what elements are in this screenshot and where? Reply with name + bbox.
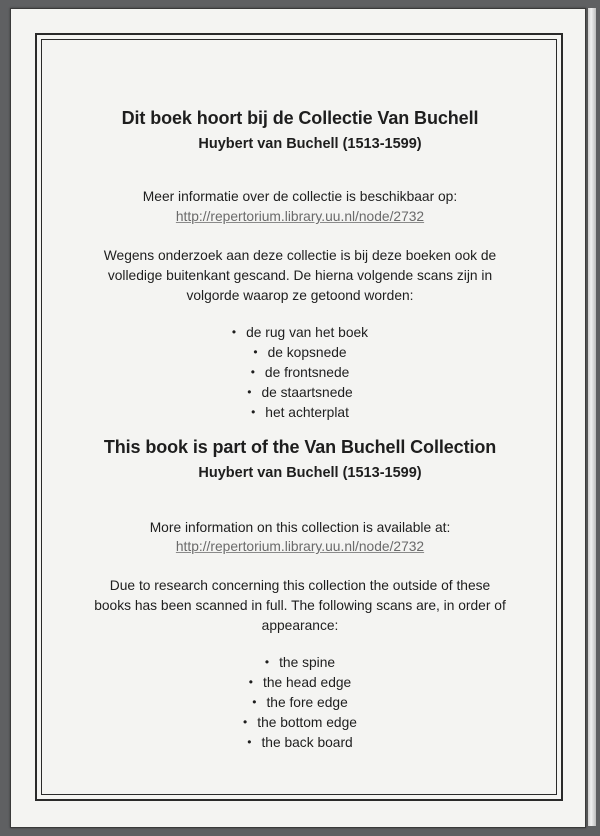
bullet-icon: • bbox=[252, 695, 257, 709]
english-paragraph bbox=[82, 576, 518, 636]
english-repository-link[interactable]: http://repertorium.library.uu.nl/node/2732 bbox=[175, 539, 425, 554]
bullet-icon: • bbox=[250, 365, 255, 379]
dutch-paragraph bbox=[82, 246, 518, 306]
bullet-icon: • bbox=[231, 325, 237, 339]
dutch-info-line: Meer informatie over de collectie is beschikbaar op: bbox=[142, 189, 458, 204]
english-paragraph-line: books has been scanned in full. The following scans are, in order of bbox=[94, 598, 506, 613]
dutch-scan-list bbox=[42, 322, 558, 422]
list-item: • de rug van het boek bbox=[42, 322, 558, 342]
list-item: • the back board bbox=[42, 732, 558, 752]
list-item: • de frontsnede bbox=[42, 362, 558, 382]
english-scan-list bbox=[42, 652, 558, 752]
list-item: • the spine bbox=[42, 652, 558, 672]
english-paragraph-line: Due to research concerning this collection the outside of these bbox=[109, 578, 491, 593]
list-item: • de staartsnede bbox=[42, 382, 558, 402]
paper-sheet bbox=[10, 8, 586, 828]
dutch-repository-link[interactable]: http://repertorium.library.uu.nl/node/2732 bbox=[175, 209, 425, 224]
bullet-icon: • bbox=[264, 655, 270, 669]
bullet-icon: • bbox=[253, 345, 258, 359]
outer-border-frame bbox=[35, 33, 563, 801]
sheet-edge-shadow bbox=[587, 8, 596, 826]
english-title: This book is part of the Van Buchell Collection bbox=[103, 437, 497, 457]
dutch-paragraph-line: Wegens onderzoek aan deze collectie is bij deze boeken ook de bbox=[103, 248, 497, 263]
english-subtitle: Huybert van Buchell (1513-1599) bbox=[198, 465, 422, 481]
bullet-icon: • bbox=[247, 735, 252, 749]
dutch-paragraph-line: volledige buitenkant gescand. De hierna volgende scans zijn in bbox=[107, 268, 493, 283]
bullet-icon: • bbox=[247, 385, 252, 399]
list-item: • the head edge bbox=[42, 672, 558, 692]
inner-border-frame bbox=[41, 39, 557, 795]
dutch-subtitle: Huybert van Buchell (1513-1599) bbox=[198, 136, 422, 152]
list-item: • the bottom edge bbox=[42, 712, 558, 732]
list-item: • the fore edge bbox=[42, 692, 558, 712]
bullet-icon: • bbox=[243, 715, 248, 729]
english-paragraph-line: appearance: bbox=[261, 618, 339, 633]
english-info-line: More information on this collection is available at: bbox=[149, 520, 451, 535]
dutch-paragraph-line: volgorde waarop ze getoond worden: bbox=[186, 288, 414, 303]
list-item: • de kopsnede bbox=[42, 342, 558, 362]
bullet-icon: • bbox=[248, 675, 253, 689]
dutch-title: Dit boek hoort bij de Collectie Van Buchell bbox=[121, 108, 479, 128]
bullet-icon: • bbox=[251, 405, 256, 419]
list-item: • het achterplat bbox=[42, 402, 558, 422]
